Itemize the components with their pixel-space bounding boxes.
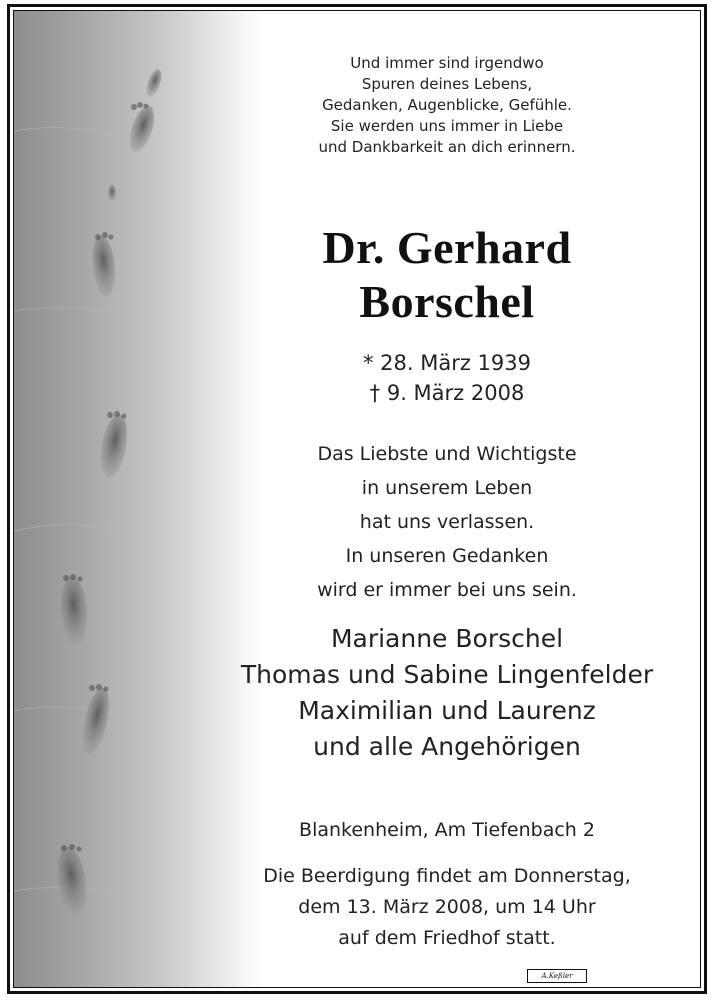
mourner-line: Maximilian und Laurenz <box>298 696 596 725</box>
funeral-details <box>204 861 690 954</box>
poem-line: Spuren deines Lebens, <box>361 75 533 93</box>
quote-line: in unserem Leben <box>361 477 533 499</box>
mourner-line: Thomas und Sabine Lingenfelder <box>240 660 654 689</box>
birth-date: * 28. März 1939 <box>362 351 531 375</box>
quote-line: In unseren Gedanken <box>345 545 549 567</box>
funeral-line: dem 13. März 2008, um 14 Uhr <box>298 896 596 918</box>
opening-poem <box>204 53 690 158</box>
poem-line: und Dankbarkeit an dich erinnern. <box>318 138 576 156</box>
quote-line: hat uns verlassen. <box>359 511 535 533</box>
family-address: Blankenheim, Am Tiefenbach 2 <box>299 819 595 841</box>
name-surname: Borschel <box>359 276 535 327</box>
life-dates <box>204 348 690 408</box>
notice-frame <box>13 10 701 988</box>
death-date: † 9. März 2008 <box>369 381 525 405</box>
poem-line: Gedanken, Augenblicke, Gefühle. <box>322 96 572 114</box>
deceased-name <box>204 221 690 329</box>
mourner-line: und alle Angehörigen <box>313 732 581 761</box>
notice-text <box>204 11 690 987</box>
memorial-quote <box>204 437 690 607</box>
quote-line: Das Liebste und Wichtigste <box>317 443 577 465</box>
mourner-line: Marianne Borschel <box>330 624 564 653</box>
funeral-line: Die Beerdigung findet am Donnerstag, <box>263 865 631 887</box>
name-first-line: Dr. Gerhard <box>322 222 572 273</box>
quote-line: wird er immer bei uns sein. <box>317 579 577 601</box>
designer-signature: A.Keßler <box>527 969 587 983</box>
mourners-list <box>204 621 690 765</box>
funeral-line: auf dem Friedhof statt. <box>338 927 556 949</box>
poem-line: Und immer sind irgendwo <box>350 54 544 72</box>
poem-line: Sie werden uns immer in Liebe <box>330 117 564 135</box>
